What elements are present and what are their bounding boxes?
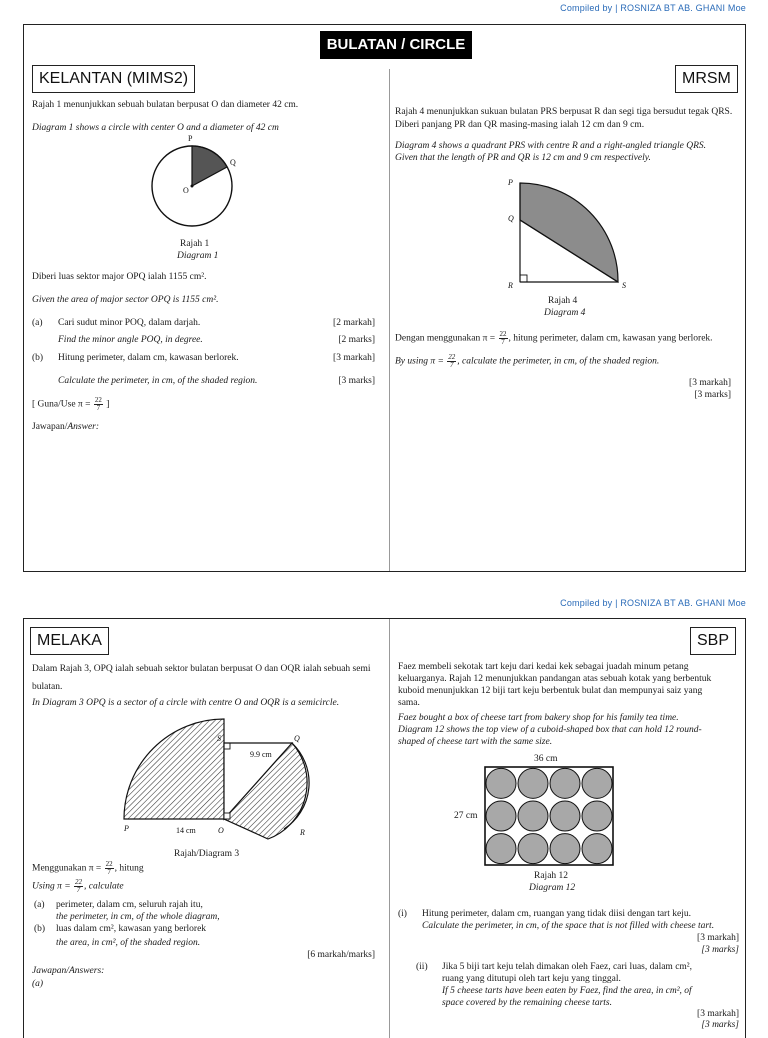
part-b-marks-ms: [3 markah]	[333, 353, 375, 363]
part-i-ms: Hitung perimeter, dalam cm, ruangan yang tidak diisi dengan tart keju.	[422, 909, 691, 919]
cheese-tart	[550, 768, 580, 798]
cheese-tart	[486, 768, 516, 798]
melaka-answer-label: Jawapan/Answers:	[32, 966, 105, 976]
part-ii-label: (ii)	[416, 962, 428, 972]
source-tag-melaka: MELAKA	[30, 627, 109, 655]
cheese-tart	[486, 801, 516, 831]
melaka-marks: [6 markah/marks]	[307, 950, 375, 960]
part-a-label: (a)	[34, 900, 45, 910]
mrsm-question-en: By using π = $\frac{22}{7}$ , calculate the perimeter, in cm, of the shaded region.	[395, 353, 660, 369]
mrsm-marks-ms: [3 markah]	[689, 378, 731, 388]
label-s: S	[622, 281, 626, 290]
sbp-intro-ms-3: kuboid menunjukkan 12 biji tart keju berbentuk bulat dan mempunyai saiz yang	[398, 686, 703, 696]
mrsm-intro-ms-1: Rajah 4 menunjukkan sukuan bulatan PRS berpusat R dan segi tiga bersudut tegak QRS.	[395, 107, 733, 117]
worksheet-page-2	[23, 618, 746, 1038]
sbp-intro-en-1: Faez bought a box of cheese tart from bakery shop for his family tea time.	[398, 713, 679, 723]
label-r: R	[508, 281, 513, 290]
label-q: Q	[508, 214, 514, 223]
part-i-en: Calculate the perimeter, in cm, of the space that is not filled with cheese tart.	[422, 921, 715, 931]
part-a-label: (a)	[32, 318, 43, 328]
use-pi-ms: Menggunakan π = $\frac{22}{7}$ , hitung	[32, 860, 144, 876]
part-ii-marks-en: [3 marks]	[701, 1020, 739, 1030]
diagram-1-caption-ms: Rajah 1	[180, 239, 210, 249]
label-o: O	[183, 186, 189, 195]
cheese-tart	[582, 801, 612, 831]
label-o: O	[218, 826, 224, 835]
melaka-intro-en: In Diagram 3 OPQ is a sector of a circle with centre O and OQR is a semicircle.	[32, 698, 340, 708]
label-s: S	[217, 734, 221, 743]
answer-label: Jawapan/Answer:	[32, 422, 100, 432]
part-a-en: Find the minor angle POQ, in degree.	[58, 335, 203, 345]
given-ms: Diberi luas sektor major OPQ ialah 1155 cm².	[32, 272, 207, 282]
diagram-1-caption-en: Diagram 1	[177, 251, 219, 261]
part-i-label: (i)	[398, 909, 407, 919]
worksheet-page-1	[23, 24, 746, 572]
source-tag-mrsm: MRSM	[675, 65, 738, 93]
source-tag-sbp: SBP	[690, 627, 736, 655]
cheese-tart	[550, 834, 580, 864]
melaka-answer-a: (a)	[32, 979, 44, 989]
cheese-tart	[582, 768, 612, 798]
cheese-tart	[518, 834, 548, 864]
part-b-marks-en: [3 marks]	[338, 376, 375, 386]
label-p: P	[508, 178, 513, 187]
part-i-marks-ms: [3 markah]	[697, 933, 739, 943]
given-en: Given the area of major sector OPQ is 1155 cm².	[32, 295, 219, 305]
question-intro-en: Diagram 1 shows a circle with center O and a diameter of 42 cm	[32, 123, 279, 133]
part-b-en: the area, in cm², of the shaded region.	[56, 938, 201, 948]
compiled-by-credit: Compiled by | ROSNIZA BT AB. GHANI Moe	[560, 3, 746, 13]
sbp-intro-en-3: shaped of cheese tart with the same size.	[398, 737, 553, 747]
cheese-tart	[582, 834, 612, 864]
label-q: Q	[230, 158, 236, 167]
sbp-intro-ms-4: sama.	[398, 698, 420, 708]
part-a-marks-en: [2 marks]	[338, 335, 375, 345]
pi-fraction: $\frac{22}{7}$	[94, 396, 102, 412]
column-divider	[389, 69, 390, 571]
use-pi-en: Using π = $\frac{22}{7}$ , calculate	[32, 878, 124, 894]
diagram-4-caption-ms: Rajah 4	[548, 296, 578, 306]
cheese-tart	[518, 768, 548, 798]
question-intro-ms: Rajah 1 menunjukkan sebuah bulatan berpusat O dan diameter 42 cm.	[32, 100, 299, 110]
part-a-ms: perimeter, dalam cm, seluruh rajah itu,	[56, 900, 203, 910]
diagram-3-sector-semicircle	[94, 711, 324, 841]
column-divider	[389, 619, 390, 1038]
mrsm-intro-en-1: Diagram 4 shows a quadrant PRS with centre R and a right-angled triangle QRS.	[395, 141, 707, 151]
label-r: R	[300, 828, 305, 837]
part-ii-en-1: If 5 cheese tarts have been eaten by Faez, find the area, in cm², of	[442, 986, 692, 996]
sbp-intro-ms-1: Faez membeli sekotak tart keju dari kedai kek sebagai juadah minum petang	[398, 662, 689, 672]
part-b-en: Calculate the perimeter, in cm, of the shaded region.	[58, 376, 258, 386]
part-ii-en-2: space covered by the remaining cheese tarts.	[442, 998, 612, 1008]
diagram-3-caption: Rajah/Diagram 3	[174, 849, 240, 859]
label-14cm: 14 cm	[176, 826, 196, 835]
diagram-1-circle	[144, 133, 244, 233]
mrsm-question-ms: Dengan menggunakan π = $\frac{22}{7}$ , hitung perimeter, dalam cm, kawasan yang berlorek.	[395, 330, 713, 346]
part-b-ms: Hitung perimeter, dalam cm, kawasan berlorek.	[58, 353, 239, 363]
diagram-12-caption-en: Diagram 12	[529, 883, 576, 893]
mrsm-intro-en-2: Given that the length of PR and QR is 12 cm and 9 cm respectively.	[395, 153, 651, 163]
diagram-12-caption-ms: Rajah 12	[534, 871, 569, 881]
topic-banner: BULATAN / CIRCLE	[320, 31, 472, 59]
compiled-by-credit-2: Compiled by | ROSNIZA BT AB. GHANI Moe	[560, 598, 746, 608]
melaka-intro-ms-1: Dalam Rajah 3, OPQ ialah sebuah sektor bulatan berpusat O dan OQR ialah sebuah semi	[32, 664, 371, 674]
sbp-intro-ms-2: keluarganya. Rajah 12 menunjukkan pandangan atas sebuah kotak yang berbentuk	[398, 674, 712, 684]
diagram-4-caption-en: Diagram 4	[544, 308, 586, 318]
cheese-tart	[550, 801, 580, 831]
part-b-label: (b)	[34, 924, 46, 934]
part-ii-ms-2: ruang yang ditutupi oleh tart keju yang tinggal.	[442, 974, 621, 984]
box-width-label: 36 cm	[534, 754, 558, 764]
diagram-12-tart-box	[484, 766, 614, 866]
pi-instruction: [ Guna/Use π = $\frac{22}{7}$ ]	[32, 396, 110, 412]
part-a-en: the perimeter, in cm, of the whole diagram,	[56, 912, 220, 922]
part-a-ms: Cari sudut minor POQ, dalam darjah.	[58, 318, 201, 328]
part-ii-ms-1: Jika 5 biji tart keju telah dimakan oleh Faez, cari luas, dalam cm²,	[442, 962, 693, 972]
label-q: Q	[294, 734, 300, 743]
part-a-marks-ms: [2 markah]	[333, 318, 375, 328]
label-p: P	[188, 134, 193, 143]
melaka-intro-ms-2: bulatan.	[32, 682, 63, 692]
mrsm-intro-ms-2: Diberi panjang PR dan QR masing-masing ialah 12 cm dan 9 cm.	[395, 120, 645, 130]
label-9-9cm: 9.9 cm	[250, 750, 272, 759]
diagram-4-quadrant	[502, 175, 642, 295]
cheese-tart	[518, 801, 548, 831]
box-height-label: 27 cm	[454, 811, 478, 821]
part-b-label: (b)	[32, 353, 44, 363]
source-tag-kelantan: KELANTAN (MIMS2)	[32, 65, 195, 93]
part-ii-marks-ms: [3 markah]	[697, 1009, 739, 1019]
part-i-marks-en: [3 marks]	[701, 945, 739, 955]
mrsm-marks-en: [3 marks]	[694, 390, 731, 400]
cheese-tart	[486, 834, 516, 864]
sbp-intro-en-2: Diagram 12 shows the top view of a cuboid-shaped box that can hold 12 round-	[398, 725, 702, 735]
label-p: P	[124, 824, 129, 833]
part-b-ms: luas dalam cm², kawasan yang berlorek	[56, 924, 207, 934]
